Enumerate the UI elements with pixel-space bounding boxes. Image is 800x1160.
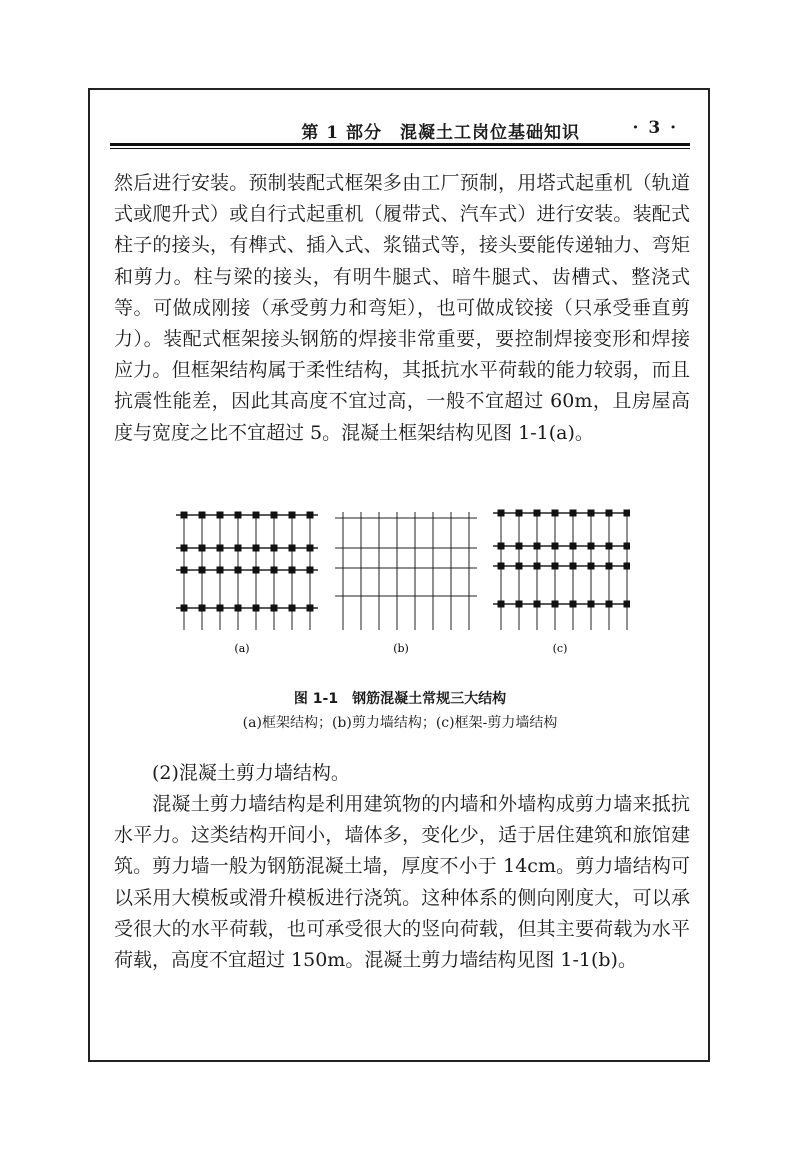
- diagram-shear-wall-structure: [335, 512, 477, 630]
- joint-node: [271, 512, 278, 519]
- joint-node: [624, 510, 631, 517]
- subheading-shear-wall: [114, 758, 690, 789]
- joint-node: [588, 601, 595, 608]
- joint-node: [498, 510, 505, 517]
- joint-node: [570, 510, 577, 517]
- joint-node: [235, 605, 242, 612]
- joint-node: [181, 567, 188, 574]
- header-rule-thin: [110, 148, 690, 149]
- joint-node: [307, 512, 314, 519]
- joint-node: [253, 605, 260, 612]
- paragraph-shear-wall: [114, 789, 690, 976]
- paragraph-shear-wall-text: 混凝土剪力墙结构是利用建筑物的内墙和外墙构成剪力墙来抵抗水平力。这类结构开间小，墙体多，变化少，适于居住建筑和旅馆建筑。剪力墙一般为钢筋混凝土墙，厚度不小于 14cm。剪力墙结构可以采用大模板或滑升模板进行浇筑。这种体系的侧向刚度大，可以承受很大的水平荷载，也可承受很大的竖向荷载，但其主要荷载为水平荷载，高度不宜超过 150m。混凝土剪力墙结构见图 1-1(b)。: [114, 793, 690, 972]
- joint-node: [588, 510, 595, 517]
- running-header: [110, 116, 690, 142]
- joint-node: [498, 601, 505, 608]
- joint-node: [271, 545, 278, 552]
- joint-node: [498, 543, 505, 550]
- joint-node: [606, 563, 613, 570]
- joint-node: [307, 567, 314, 574]
- joint-node: [606, 510, 613, 517]
- figure-1-1: [170, 500, 630, 660]
- joint-node: [253, 512, 260, 519]
- joint-node: [289, 545, 296, 552]
- joint-node: [588, 543, 595, 550]
- figure-caption-title: 图 1-1 钢筋混凝土常规三大结构: [293, 691, 507, 707]
- chapter-title: 第 1 部分 混凝土工岗位基础知识: [301, 123, 580, 143]
- joint-node: [253, 545, 260, 552]
- joint-node: [570, 601, 577, 608]
- figure-label-c: (c): [552, 642, 568, 655]
- joint-node: [307, 545, 314, 552]
- joint-node: [271, 605, 278, 612]
- joint-node: [516, 601, 523, 608]
- joint-node: [289, 567, 296, 574]
- joint-node: [570, 543, 577, 550]
- joint-node: [181, 545, 188, 552]
- joint-node: [552, 601, 559, 608]
- joint-node: [253, 567, 260, 574]
- joint-node: [606, 601, 613, 608]
- joint-node: [217, 567, 224, 574]
- joint-node: [199, 512, 206, 519]
- joint-node: [498, 563, 505, 570]
- subheading-text: (2)混凝土剪力墙结构。: [152, 762, 350, 784]
- joint-node: [552, 563, 559, 570]
- joint-node: [624, 601, 631, 608]
- joint-node: [271, 567, 278, 574]
- joint-node: [588, 563, 595, 570]
- joint-node: [199, 545, 206, 552]
- joint-node: [552, 543, 559, 550]
- joint-node: [289, 605, 296, 612]
- joint-node: [534, 510, 541, 517]
- joint-node: [516, 563, 523, 570]
- header-rule-thick: [110, 143, 690, 146]
- joint-node: [217, 605, 224, 612]
- joint-node: [534, 601, 541, 608]
- joint-node: [289, 512, 296, 519]
- joint-node: [235, 567, 242, 574]
- figure-label-b: (b): [393, 642, 409, 655]
- joint-node: [534, 543, 541, 550]
- page-number: · 3 ·: [632, 118, 678, 138]
- joint-node: [534, 563, 541, 570]
- joint-node: [624, 563, 631, 570]
- figure-label-a: (a): [234, 642, 250, 655]
- figure-caption-subtitle: (a)框架结构；(b)剪力墙结构；(c)框架-剪力墙结构: [242, 715, 558, 731]
- joint-node: [199, 567, 206, 574]
- joint-node: [516, 543, 523, 550]
- joint-node: [181, 605, 188, 612]
- joint-node: [516, 510, 523, 517]
- joint-node: [235, 545, 242, 552]
- joint-node: [217, 545, 224, 552]
- joint-node: [307, 605, 314, 612]
- joint-node: [199, 605, 206, 612]
- joint-node: [552, 510, 559, 517]
- joint-node: [606, 543, 613, 550]
- diagram-frame-structure: [176, 512, 318, 631]
- joint-node: [624, 543, 631, 550]
- paragraph-frame-structure: 然后进行安装。预制装配式框架多由工厂预制，用塔式起重机（轨道式或爬升式）或自行式起重机（履带式、汽车式）进行安装。装配式柱子的接头，有榫式、插入式、浆锚式等，接头要能传递轴力、弯矩和剪力。柱与梁的接头，有明牛腿式、暗牛腿式、齿槽式、整浇式等。可做成刚接（承受剪力和弯矩），也可做成铰接（只承受垂直剪力）。装配式框架接头钢筋的焊接非常重要，要控制焊接变形和焊接应力。但框架结构属于柔性结构，其抵抗水平荷载的能力较弱，而且抗震性能差，因此其高度不宜过高，一般不宜超过 60m，且房屋高度与宽度之比不宜超过 5。混凝土框架结构见图 1-1(a)。: [114, 172, 690, 444]
- joint-node: [217, 512, 224, 519]
- joint-node: [235, 512, 242, 519]
- joint-node: [181, 512, 188, 519]
- joint-node: [570, 563, 577, 570]
- diagram-frame-shear-wall-structure: [493, 510, 630, 631]
